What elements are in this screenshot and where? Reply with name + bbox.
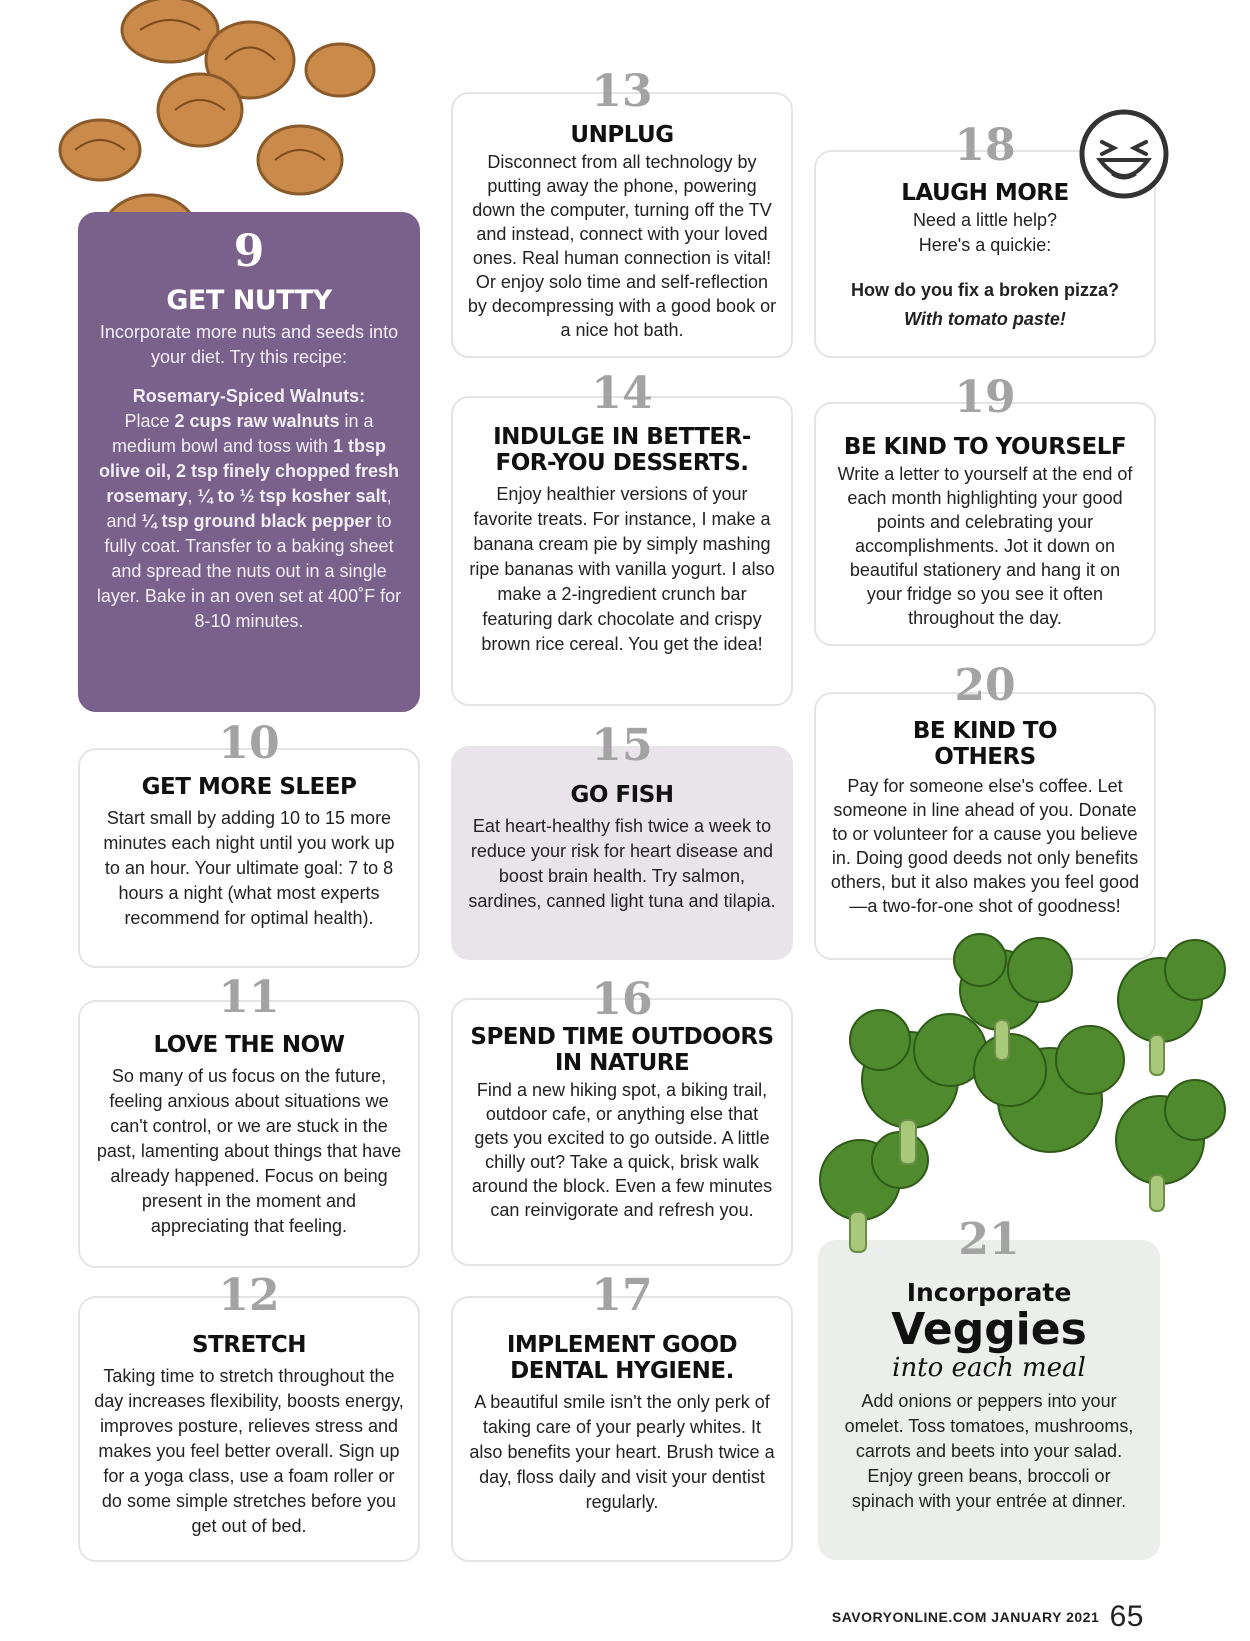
tip-text: Add onions or peppers into your omelet. Toss tomatoes, mushrooms, carrots and beets into your salad. Enjoy green beans, broccoli or spinach with your entrée at dinner. xyxy=(844,1391,1134,1511)
recipe-text: to fully coat. Transfer to a baking sheet and spread the nuts out in a single layer. Bake in an oven set at 400˚F for 8-10 minutes. xyxy=(96,511,402,631)
recipe-text: in a medium bowl and toss with xyxy=(111,411,374,456)
tip-text: Find a new hiking spot, a biking trail, outdoor cafe, or anything else that gets you excited to go outside. A little chilly out? Take a quick, brisk walk around the block. Even a few minutes can reinvigorate and refresh you. xyxy=(471,1080,773,1220)
tip-title: SPEND TIME OUTDOORS IN NATURE xyxy=(470,1024,774,1076)
tip-text: Enjoy healthier versions of your favorite treats. For instance, I make a banana cream pie by simply mashing ripe bananas with vanilla yogurt. I also make a 2-ingredient crunch bar featuring dark chocolate and crispy brown rice cereal. You get the idea! xyxy=(469,484,775,654)
tip-card-19 xyxy=(814,372,1156,646)
recipe-text: , xyxy=(187,486,198,506)
tip-card-15 xyxy=(451,720,793,960)
tip-title: GET NUTTY xyxy=(166,285,332,316)
tip-number: 17 xyxy=(591,1270,653,1321)
tip-card-16 xyxy=(451,974,793,1266)
tip-card-12 xyxy=(78,1270,420,1562)
tip-number: 13 xyxy=(591,66,653,117)
tip-card-21 xyxy=(818,1214,1160,1560)
tip-number: 19 xyxy=(954,372,1016,423)
recipe-text: Place xyxy=(124,411,175,431)
recipe-ingredient: 2 cups raw walnuts xyxy=(174,411,340,431)
tip-title: GO FISH xyxy=(570,782,674,808)
tip-text: Pay for someone else's coffee. Let someone in line ahead of you. Donate to or volunteer for a cause you believe in. Doing good deeds not only benefits others, but it also makes you feel good—a two-for-one shot of goodness! xyxy=(830,776,1140,916)
tip-number: 21 xyxy=(958,1214,1020,1265)
tip-text: Disconnect from all technology by putting away the phone, powering down the computer, turning off the TV and instead, connect with your loved ones. Real human connection is vital! Or enjoy solo time and self-reflection by decompressing with a good book or a nice hot bath. xyxy=(467,152,777,340)
page-footer xyxy=(832,1600,1144,1634)
tip-card-17 xyxy=(451,1270,793,1562)
tip-number: 16 xyxy=(591,974,653,1025)
tip-title: GET MORE SLEEP xyxy=(141,774,357,800)
tip-card-13 xyxy=(451,66,793,358)
recipe xyxy=(94,384,404,634)
recipe-ingredient: ¼ to ½ tsp kosher salt xyxy=(197,486,387,506)
tip-number: 18 xyxy=(954,120,1016,171)
footer-site: SAVORYONLINE.COM xyxy=(831,1609,987,1625)
tip-title-top: Incorporate xyxy=(906,1278,1072,1307)
tip-text: Need a little help? Here's a quickie: xyxy=(912,210,1058,255)
tip-number: 14 xyxy=(591,368,653,419)
broccoli-image xyxy=(800,930,1240,1265)
tip-text: Write a letter to yourself at the end of each month highlighting your good points and celebrating your accomplishments. Jot it down on beautiful stationery and hang it on your fridge so you see it often throughout the day. xyxy=(837,464,1133,628)
joke-question: How do you fix a broken pizza? xyxy=(850,280,1120,300)
tip-title: BE KIND TO OTHERS xyxy=(912,718,1058,770)
recipe-ingredient: 1 tbsp olive oil, 2 tsp finely chopped fresh rosemary xyxy=(98,436,400,506)
tip-title: INDULGE IN BETTER-FOR-YOU DESSERTS. xyxy=(493,424,751,476)
laughing-face-icon xyxy=(1078,108,1170,200)
tip-card-10 xyxy=(78,718,420,968)
joke-answer: With tomato paste! xyxy=(904,309,1066,329)
tip-card-9 xyxy=(78,212,420,712)
recipe-title: Rosemary-Spiced Walnuts: xyxy=(132,386,366,406)
tip-number: 9 xyxy=(233,226,265,277)
tip-card-14 xyxy=(451,368,793,706)
tip-title-big: Veggies xyxy=(891,1304,1087,1355)
tip-text: Eat heart-healthy fish twice a week to reduce your risk for heart disease and boost brain health. Try salmon, sardines, canned light tuna and tilapia. xyxy=(468,816,776,911)
tip-card-20 xyxy=(814,660,1156,960)
page-number: 65 xyxy=(1109,1600,1144,1633)
tip-number: 20 xyxy=(954,660,1016,711)
tip-card-11 xyxy=(78,972,420,1268)
recipe-ingredient: ¼ tsp ground black pepper xyxy=(141,511,372,531)
tip-title: IMPLEMENT GOOD DENTAL HYGIENE. xyxy=(506,1332,738,1384)
tip-title: BE KIND TO YOURSELF xyxy=(843,434,1127,460)
tip-title: LAUGH MORE xyxy=(901,180,1069,206)
tip-number: 11 xyxy=(218,972,280,1023)
tip-text: Start small by adding 10 to 15 more minutes each night until you work up to an hour. Your ultimate goal: 7 to 8 hours a night (what most experts recommend for optimal health). xyxy=(103,808,395,928)
tip-intro: Incorporate more nuts and seeds into your diet. Try this recipe: xyxy=(99,322,399,367)
tip-title: STRETCH xyxy=(192,1332,306,1358)
tip-number: 10 xyxy=(218,718,280,769)
recipe-text: , and xyxy=(106,486,392,531)
footer-issue: JANUARY 2021 xyxy=(991,1609,1100,1625)
tip-text: A beautiful smile isn't the only perk of taking care of your pearly whites. It also benefits your heart. Brush twice a day, floss daily and visit your dentist regularly. xyxy=(469,1392,775,1512)
tip-title: LOVE THE NOW xyxy=(153,1032,345,1058)
tip-number: 12 xyxy=(218,1270,280,1321)
tip-text: So many of us focus on the future, feeling anxious about situations we can't control, or we are stuck in the past, lamenting about things that have already happened. Focus on being present in the moment and appreciating that feeling. xyxy=(96,1066,402,1236)
tip-number: 15 xyxy=(591,720,653,771)
tip-text: Taking time to stretch throughout the day increases flexibility, boosts energy, improves posture, relieves stress and makes you feel better overall. Sign up for a yoga class, use a foam roller or do some simple stretches before you get out of bed. xyxy=(94,1366,404,1536)
tip-title-script: into each meal xyxy=(892,1353,1086,1383)
tip-title: UNPLUG xyxy=(570,122,674,148)
